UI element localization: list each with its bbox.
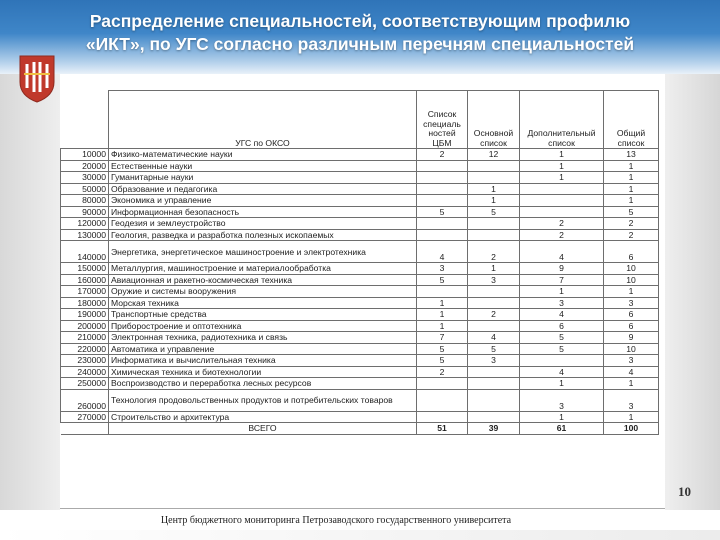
row-main: 1 <box>468 195 520 207</box>
row-total: 2 <box>604 218 659 230</box>
table-row <box>61 160 659 172</box>
row-cbm: 5 <box>417 355 468 367</box>
row-cbm <box>417 218 468 230</box>
row-total: 3 <box>604 355 659 367</box>
row-main: 4 <box>468 332 520 344</box>
header-code <box>61 91 109 149</box>
total-code <box>61 423 109 435</box>
row-additional: 4 <box>520 241 604 263</box>
row-total: 10 <box>604 274 659 286</box>
row-main: 1 <box>468 263 520 275</box>
row-additional: 3 <box>520 297 604 309</box>
row-code: 230000 <box>61 355 109 367</box>
row-total: 13 <box>604 149 659 161</box>
row-main <box>468 411 520 423</box>
row-additional: 2 <box>520 229 604 241</box>
row-total: 1 <box>604 286 659 298</box>
row-additional: 7 <box>520 274 604 286</box>
footer-divider <box>60 508 665 509</box>
table-row <box>61 172 659 184</box>
row-cbm <box>417 160 468 172</box>
row-name: Гуманитарные науки <box>109 172 417 184</box>
row-total: 1 <box>604 172 659 184</box>
row-cbm: 5 <box>417 206 468 218</box>
table-row <box>61 332 659 344</box>
row-main <box>468 160 520 172</box>
row-code: 240000 <box>61 366 109 378</box>
table-row <box>61 286 659 298</box>
row-code: 130000 <box>61 229 109 241</box>
row-total: 4 <box>604 366 659 378</box>
row-main <box>468 297 520 309</box>
row-additional: 5 <box>520 343 604 355</box>
row-main <box>468 286 520 298</box>
row-main: 3 <box>468 274 520 286</box>
row-cbm: 5 <box>417 343 468 355</box>
row-additional <box>520 206 604 218</box>
right-decor-strip <box>665 74 720 510</box>
row-cbm: 2 <box>417 366 468 378</box>
table-row <box>61 206 659 218</box>
row-code: 180000 <box>61 297 109 309</box>
row-code: 250000 <box>61 378 109 390</box>
row-total: 2 <box>604 229 659 241</box>
row-total: 10 <box>604 263 659 275</box>
table-row <box>61 343 659 355</box>
header-total: Общий список <box>604 91 659 149</box>
row-name: Энергетика, энергетическое машиностроение и электротехника <box>109 241 417 263</box>
header-main: Основной список <box>468 91 520 149</box>
row-main: 3 <box>468 355 520 367</box>
header-additional: Дополнительный список <box>520 91 604 149</box>
left-decor-strip <box>0 74 60 510</box>
row-additional: 1 <box>520 378 604 390</box>
university-logo-icon <box>18 54 56 104</box>
table-row <box>61 195 659 207</box>
table-row <box>61 274 659 286</box>
total-cbm: 51 <box>417 423 468 435</box>
row-cbm: 3 <box>417 263 468 275</box>
table-row <box>61 389 659 411</box>
header-band <box>0 0 720 74</box>
row-additional <box>520 355 604 367</box>
row-main <box>468 378 520 390</box>
row-name: Морская техника <box>109 297 417 309</box>
row-cbm: 4 <box>417 241 468 263</box>
total-label: ВСЕГО <box>109 423 417 435</box>
row-main <box>468 229 520 241</box>
row-name: Оружие и системы вооружения <box>109 286 417 298</box>
row-cbm: 5 <box>417 274 468 286</box>
row-code: 150000 <box>61 263 109 275</box>
row-name: Информатика и вычислительная техника <box>109 355 417 367</box>
row-code: 90000 <box>61 206 109 218</box>
row-cbm <box>417 195 468 207</box>
row-total: 3 <box>604 297 659 309</box>
row-additional: 1 <box>520 149 604 161</box>
row-code: 190000 <box>61 309 109 321</box>
row-total: 3 <box>604 389 659 411</box>
table-row <box>61 241 659 263</box>
row-name: Химическая техника и биотехнологии <box>109 366 417 378</box>
row-name: Авиационная и ракетно-космическая техника <box>109 274 417 286</box>
row-main <box>468 320 520 332</box>
row-code: 270000 <box>61 411 109 423</box>
row-additional: 3 <box>520 389 604 411</box>
row-additional: 4 <box>520 366 604 378</box>
row-additional: 1 <box>520 411 604 423</box>
row-additional: 1 <box>520 286 604 298</box>
table-row <box>61 366 659 378</box>
row-code: 30000 <box>61 172 109 184</box>
row-main <box>468 218 520 230</box>
row-code: 50000 <box>61 183 109 195</box>
table-body <box>61 149 659 423</box>
row-main <box>468 389 520 411</box>
row-name: Металлургия, машиностроение и материалообработка <box>109 263 417 275</box>
bottom-decor-bar <box>0 530 720 540</box>
row-cbm <box>417 389 468 411</box>
row-code: 10000 <box>61 149 109 161</box>
row-additional: 6 <box>520 320 604 332</box>
row-main <box>468 172 520 184</box>
row-total: 6 <box>604 241 659 263</box>
table-row <box>61 149 659 161</box>
row-cbm <box>417 286 468 298</box>
row-main: 2 <box>468 309 520 321</box>
row-cbm <box>417 172 468 184</box>
header-name: УГС по ОКСО <box>109 91 417 149</box>
row-main <box>468 366 520 378</box>
slide-title <box>0 10 720 56</box>
table-row <box>61 183 659 195</box>
row-additional: 5 <box>520 332 604 344</box>
row-additional: 1 <box>520 172 604 184</box>
total-total: 100 <box>604 423 659 435</box>
footer-text: Центр бюджетного мониторинга Петрозаводского государственного университета <box>160 515 512 526</box>
row-name: Приборостроение и оптотехника <box>109 320 417 332</box>
slide-title-line1: Распределение специальностей, соответствующим профилю <box>89 11 631 31</box>
row-name: Геодезия и землеустройство <box>109 218 417 230</box>
row-code: 140000 <box>61 241 109 263</box>
row-name: Автоматика и управление <box>109 343 417 355</box>
row-name: Физико-математические науки <box>109 149 417 161</box>
row-total: 1 <box>604 378 659 390</box>
row-code: 200000 <box>61 320 109 332</box>
row-code: 160000 <box>61 274 109 286</box>
row-cbm <box>417 229 468 241</box>
table-row <box>61 378 659 390</box>
row-code: 220000 <box>61 343 109 355</box>
row-name: Образование и педагогика <box>109 183 417 195</box>
row-name: Электронная техника, радиотехника и связь <box>109 332 417 344</box>
row-additional: 4 <box>520 309 604 321</box>
row-total: 10 <box>604 343 659 355</box>
row-main: 5 <box>468 343 520 355</box>
table-row <box>61 297 659 309</box>
row-main: 12 <box>468 149 520 161</box>
page-number: 10 <box>678 484 691 499</box>
row-cbm: 1 <box>417 309 468 321</box>
row-additional <box>520 183 604 195</box>
row-total: 1 <box>604 195 659 207</box>
row-total: 6 <box>604 320 659 332</box>
row-cbm: 1 <box>417 320 468 332</box>
row-total: 1 <box>604 411 659 423</box>
total-additional: 61 <box>520 423 604 435</box>
table-row <box>61 320 659 332</box>
row-name: Воспроизводство и переработка лесных ресурсов <box>109 378 417 390</box>
row-main: 5 <box>468 206 520 218</box>
table-row <box>61 309 659 321</box>
row-additional <box>520 195 604 207</box>
row-code: 260000 <box>61 389 109 411</box>
row-name: Естественные науки <box>109 160 417 172</box>
total-main: 39 <box>468 423 520 435</box>
row-name: Технология продовольственных продуктов и потребительских товаров <box>109 389 417 411</box>
specialties-table <box>60 90 659 435</box>
row-cbm: 7 <box>417 332 468 344</box>
specialties-table-container <box>60 90 658 435</box>
table-total-row <box>61 423 659 435</box>
row-name: Транспортные средства <box>109 309 417 321</box>
slide-title-line2: «ИКТ», по УГС согласно различным перечням специальностей <box>85 34 635 54</box>
row-name: Строительство и архитектура <box>109 411 417 423</box>
row-code: 20000 <box>61 160 109 172</box>
row-code: 170000 <box>61 286 109 298</box>
row-additional: 2 <box>520 218 604 230</box>
row-total: 9 <box>604 332 659 344</box>
table-row <box>61 218 659 230</box>
table-row <box>61 263 659 275</box>
row-total: 1 <box>604 160 659 172</box>
row-total: 5 <box>604 206 659 218</box>
row-code: 80000 <box>61 195 109 207</box>
row-name: Информационная безопасность <box>109 206 417 218</box>
row-total: 6 <box>604 309 659 321</box>
row-main: 2 <box>468 241 520 263</box>
header-cbm: Список специаль ностей ЦБМ <box>417 91 468 149</box>
row-code: 120000 <box>61 218 109 230</box>
table-row <box>61 229 659 241</box>
row-cbm <box>417 183 468 195</box>
row-code: 210000 <box>61 332 109 344</box>
row-cbm <box>417 378 468 390</box>
table-row <box>61 355 659 367</box>
table-row <box>61 411 659 423</box>
row-main: 1 <box>468 183 520 195</box>
row-name: Экономика и управление <box>109 195 417 207</box>
table-header-row <box>61 91 659 149</box>
row-cbm <box>417 411 468 423</box>
row-additional: 1 <box>520 160 604 172</box>
row-name: Геология, разведка и разработка полезных ископаемых <box>109 229 417 241</box>
row-additional: 9 <box>520 263 604 275</box>
row-cbm: 1 <box>417 297 468 309</box>
row-total: 1 <box>604 183 659 195</box>
row-cbm: 2 <box>417 149 468 161</box>
